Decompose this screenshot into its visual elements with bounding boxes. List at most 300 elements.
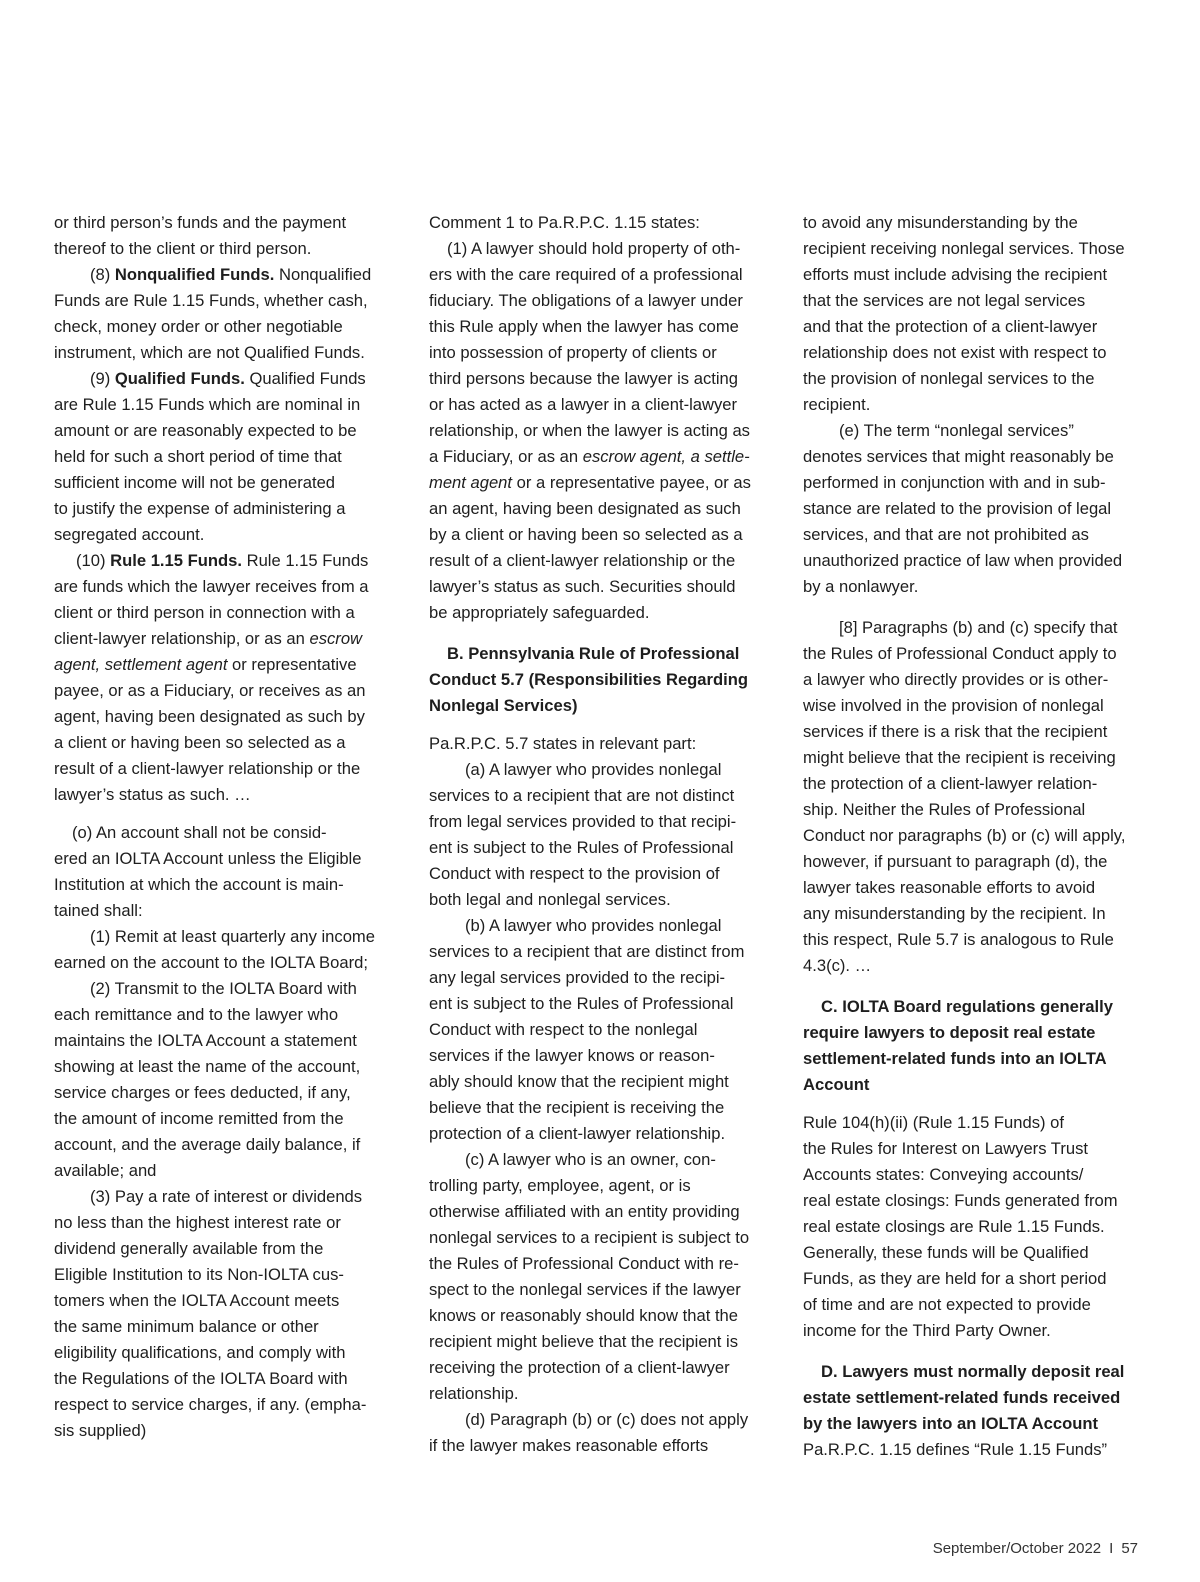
text-run: a lawyer who directly provides or is other- [803, 670, 1109, 689]
text-run: by a nonlawyer. [803, 577, 919, 596]
text-run: services, and that are not prohibited as [803, 525, 1089, 544]
text-line [429, 470, 769, 496]
text-line [803, 548, 1143, 574]
footer-separator: I [1109, 1540, 1114, 1557]
text-run: held for such a short period of time that [54, 447, 342, 466]
text-line [429, 288, 769, 314]
text-line [54, 976, 394, 1002]
text-line [803, 392, 1143, 418]
text-line [429, 210, 769, 236]
text-line [54, 730, 394, 756]
text-run: tomers when the IOLTA Account meets [54, 1291, 340, 1310]
text-line [54, 1002, 394, 1028]
text-line [803, 1318, 1143, 1344]
text-run: be appropriately safeguarded. [429, 603, 650, 622]
text-line [429, 1017, 769, 1043]
text-run: the amount of income remitted from the [54, 1109, 344, 1128]
text-run: amount or are reasonably expected to be [54, 421, 357, 440]
text-line [429, 1329, 769, 1355]
text-line [429, 236, 769, 262]
text-run: (8) [90, 265, 115, 284]
text-run: receiving the protection of a client-lawyer [429, 1358, 730, 1377]
text-run: (d) Paragraph (b) or (c) does not apply [465, 1410, 749, 1429]
text-line [54, 340, 394, 366]
text-line [54, 704, 394, 730]
text-run: unauthorized practice of law when provided [803, 551, 1123, 570]
text-line [803, 1162, 1143, 1188]
text-run: (e) The term “nonlegal services” [839, 421, 1074, 440]
text-line [54, 1392, 394, 1418]
text-line [803, 366, 1143, 392]
text-run: (a) A lawyer who provides nonlegal [465, 760, 722, 779]
text-run: no less than the highest interest rate or [54, 1213, 341, 1232]
bold-text: Nonlegal Services) [429, 696, 578, 715]
text-line [803, 1046, 1143, 1072]
text-run: tained shall: [54, 901, 143, 920]
text-line [54, 470, 394, 496]
text-line [803, 1385, 1143, 1411]
text-line [803, 994, 1143, 1020]
bold-text: estate settlement-related funds received [803, 1388, 1121, 1407]
text-line [429, 861, 769, 887]
text-run: the Rules of Professional Conduct with re- [429, 1254, 739, 1273]
text-line [429, 366, 769, 392]
text-line [429, 1173, 769, 1199]
text-line [803, 615, 1143, 641]
text-line [803, 1411, 1143, 1437]
text-run: Accounts states: Conveying accounts/ [803, 1165, 1084, 1184]
text-line [429, 418, 769, 444]
text-line [429, 1277, 769, 1303]
text-run: lawyer’s status as such. Securities should [429, 577, 736, 596]
text-line [803, 470, 1143, 496]
text-line [803, 771, 1143, 797]
text-column-left [54, 210, 394, 1444]
text-line [54, 1262, 394, 1288]
text-line [803, 288, 1143, 314]
text-run: service charges or fees deducted, if any, [54, 1083, 351, 1102]
text-run: into possession of property of clients or [429, 343, 717, 362]
text-line [803, 927, 1143, 953]
text-line [54, 288, 394, 314]
text-line [429, 1225, 769, 1251]
text-line [54, 392, 394, 418]
text-line [803, 745, 1143, 771]
text-run: however, if pursuant to paragraph (d), the [803, 852, 1108, 871]
paragraph-gap [429, 719, 769, 731]
text-line [54, 1210, 394, 1236]
text-line [54, 898, 394, 924]
text-line [54, 756, 394, 782]
text-line [803, 444, 1143, 470]
text-run: (1) Remit at least quarterly any income [90, 927, 375, 946]
text-line [54, 1236, 394, 1262]
text-line [429, 939, 769, 965]
text-run: a Fiduciary, or as an [429, 447, 583, 466]
text-run: (o) An account shall not be consid- [72, 823, 327, 842]
text-line [803, 314, 1143, 340]
text-run: earned on the account to the IOLTA Board; [54, 953, 368, 972]
text-run: services if the lawyer knows or reason- [429, 1046, 715, 1065]
text-line [54, 418, 394, 444]
text-run: ers with the care required of a professional [429, 265, 743, 284]
text-run: performed in conjunction with and in sub- [803, 473, 1106, 492]
text-line [803, 262, 1143, 288]
text-line [54, 924, 394, 950]
text-line [803, 849, 1143, 875]
text-line [803, 953, 1143, 979]
text-line [429, 1251, 769, 1277]
text-line [429, 757, 769, 783]
text-run: the protection of a client-lawyer relation- [803, 774, 1098, 793]
italic-text: agent, settlement agent [54, 655, 228, 674]
text-run: the Rules of Professional Conduct apply to [803, 644, 1117, 663]
paragraph-gap [803, 979, 1143, 994]
text-line [803, 641, 1143, 667]
text-line [429, 340, 769, 366]
text-run: relationship does not exist with respect to [803, 343, 1107, 362]
text-run: or has acted as a lawyer in a client-lawyer [429, 395, 738, 414]
text-line [803, 1188, 1143, 1214]
text-line [803, 719, 1143, 745]
text-line [429, 783, 769, 809]
text-run: account, and the average daily balance, if [54, 1135, 361, 1154]
text-run: instrument, which are not Qualified Funds. [54, 343, 365, 362]
page-footer [933, 1537, 1138, 1561]
text-run: stance are related to the provision of legal [803, 499, 1112, 518]
text-line [429, 667, 769, 693]
text-run: denotes services that might reasonably be [803, 447, 1114, 466]
text-line [803, 1437, 1143, 1463]
text-run: Eligible Institution to its Non-IOLTA cus- [54, 1265, 344, 1284]
paragraph-gap [803, 600, 1143, 615]
bold-text: B. Pennsylvania Rule of Professional [447, 644, 740, 663]
text-run: trolling party, employee, agent, or is [429, 1176, 691, 1195]
text-run: protection of a client-lawyer relationship. [429, 1124, 726, 1143]
italic-text: escrow agent, a settle- [582, 447, 750, 466]
text-line [54, 600, 394, 626]
text-run: each remittance and to the lawyer who [54, 1005, 339, 1024]
text-line [54, 1314, 394, 1340]
text-run: any legal services provided to the recipi- [429, 968, 726, 987]
text-run: or third person’s funds and the payment [54, 213, 347, 232]
text-run: the Rules for Interest on Lawyers Trust [803, 1139, 1088, 1158]
text-run: maintains the IOLTA Account a statement [54, 1031, 357, 1050]
text-run: and that the protection of a client-lawyer [803, 317, 1098, 336]
text-run: ent is subject to the Rules of Professional [429, 838, 734, 857]
text-line [429, 600, 769, 626]
text-line [803, 1359, 1143, 1385]
text-run: services to a recipient that are not distinct [429, 786, 735, 805]
text-run: the provision of nonlegal services to the [803, 369, 1095, 388]
text-run: result of a client-lawyer relationship or the [429, 551, 736, 570]
text-run: Pa.R.P.C. 5.7 states in relevant part: [429, 734, 697, 753]
bold-text: Conduct 5.7 (Responsibilities Regarding [429, 670, 749, 689]
text-run: to avoid any misunderstanding by the [803, 213, 1078, 232]
text-run: of time and are not expected to provide [803, 1295, 1091, 1314]
text-line [54, 1418, 394, 1444]
text-run: this Rule apply when the lawyer has come [429, 317, 739, 336]
text-line [803, 340, 1143, 366]
text-run: any misunderstanding by the recipient. In [803, 904, 1106, 923]
text-line [429, 574, 769, 600]
text-run: (b) A lawyer who provides nonlegal [465, 916, 722, 935]
text-run: Conduct with respect to the provision of [429, 864, 720, 883]
text-run: (c) A lawyer who is an owner, con- [465, 1150, 716, 1169]
text-run: check, money order or other negotiable [54, 317, 343, 336]
text-run: eligibility qualifications, and comply with [54, 1343, 346, 1362]
text-line [429, 1121, 769, 1147]
page-number: 57 [1121, 1540, 1138, 1557]
text-line [429, 731, 769, 757]
text-line [803, 693, 1143, 719]
text-line [803, 1072, 1143, 1098]
text-line [429, 835, 769, 861]
text-run: recipient receiving nonlegal services. Those [803, 239, 1125, 258]
text-line [54, 1106, 394, 1132]
text-run: knows or reasonably should know that the [429, 1306, 739, 1325]
text-run: the Regulations of the IOLTA Board with [54, 1369, 348, 1388]
text-run: (9) [90, 369, 115, 388]
text-line [429, 522, 769, 548]
text-run: or a representative payee, or as [512, 473, 751, 492]
text-run: to justify the expense of administering a [54, 499, 346, 518]
text-run: (3) Pay a rate of interest or dividends [90, 1187, 363, 1206]
text-line [54, 1366, 394, 1392]
text-run: lawyer takes reasonable efforts to avoid [803, 878, 1096, 897]
text-run: an agent, having been designated as such [429, 499, 741, 518]
text-run: fiduciary. The obligations of a lawyer under [429, 291, 743, 310]
text-run: services to a recipient that are distinct from [429, 942, 745, 961]
text-line [803, 1020, 1143, 1046]
text-run: sufficient income will not be generated [54, 473, 336, 492]
text-run: wise involved in the provision of nonlegal [803, 696, 1104, 715]
text-line [429, 887, 769, 913]
text-run: are funds which the lawyer receives from a [54, 577, 369, 596]
text-line [429, 392, 769, 418]
text-run: third persons because the lawyer is acting [429, 369, 738, 388]
text-run: services if there is a risk that the recipient [803, 722, 1108, 741]
text-run: spect to the nonlegal services if the lawyer [429, 1280, 741, 1299]
text-line [429, 1069, 769, 1095]
text-run: 4.3(c). … [803, 956, 872, 975]
text-line [429, 1355, 769, 1381]
bold-text: C. IOLTA Board regulations generally [821, 997, 1113, 1016]
text-run: Rule 1.15 Funds [241, 551, 369, 570]
text-run: ably should know that the recipient might [429, 1072, 729, 1091]
text-run: payee, or as a Fiduciary, or receives as an [54, 681, 366, 700]
bold-text: Nonqualified Funds. [114, 265, 275, 284]
bold-text: D. Lawyers must normally deposit real [821, 1362, 1125, 1381]
bold-text: Rule 1.15 Funds. [110, 551, 242, 570]
text-line [429, 262, 769, 288]
text-run: nonlegal services to a recipient is subject to [429, 1228, 750, 1247]
text-line [54, 1158, 394, 1184]
text-line [803, 1266, 1143, 1292]
text-run: agent, having been designated as such by [54, 707, 365, 726]
text-run: relationship, or when the lawyer is acting as [429, 421, 750, 440]
text-run: Conduct with respect to the nonlegal [429, 1020, 698, 1039]
text-line [803, 574, 1143, 600]
text-line [429, 809, 769, 835]
issue-date: September/October 2022 [932, 1540, 1102, 1557]
text-run: if the lawyer makes reasonable efforts [429, 1436, 709, 1455]
text-line [54, 548, 394, 574]
text-line [803, 418, 1143, 444]
text-line [803, 797, 1143, 823]
text-run: recipient. [803, 395, 871, 414]
paragraph-gap [429, 626, 769, 641]
text-run: real estate closings are Rule 1.15 Funds. [803, 1217, 1105, 1236]
text-run: thereof to the client or third person. [54, 239, 312, 258]
text-run: lawyer’s status as such. … [54, 785, 251, 804]
text-run: ered an IOLTA Account unless the Eligible [54, 849, 362, 868]
text-line [54, 872, 394, 898]
text-line [429, 641, 769, 667]
text-line [803, 875, 1143, 901]
text-line [429, 913, 769, 939]
text-run: Pa.R.P.C. 1.15 defines “Rule 1.15 Funds” [803, 1440, 1108, 1459]
text-line [54, 444, 394, 470]
text-run: client or third person in connection with a [54, 603, 355, 622]
text-run: ent is subject to the Rules of Professional [429, 994, 734, 1013]
text-line [54, 652, 394, 678]
text-line [803, 823, 1143, 849]
text-run: are Rule 1.15 Funds which are nominal in [54, 395, 361, 414]
paragraph-gap [803, 1344, 1143, 1359]
text-run: result of a client-lawyer relationship or the [54, 759, 361, 778]
text-line [54, 1080, 394, 1106]
text-line [429, 496, 769, 522]
text-line [429, 314, 769, 340]
text-run: Comment 1 to Pa.R.P.C. 1.15 states: [429, 213, 700, 232]
text-run: otherwise affiliated with an entity providing [429, 1202, 740, 1221]
text-run: (10) [76, 551, 111, 570]
text-line [803, 1214, 1143, 1240]
italic-text: escrow [309, 629, 363, 648]
text-run: Qualified Funds [244, 369, 366, 388]
text-run: [8] Paragraphs (b) and (c) specify that [839, 618, 1118, 637]
bold-text: Account [803, 1075, 870, 1094]
text-run: sis supplied) [54, 1421, 147, 1440]
text-line [803, 1136, 1143, 1162]
text-line [803, 236, 1143, 262]
text-line [803, 1110, 1143, 1136]
text-run: recipient might believe that the recipient is [429, 1332, 738, 1351]
text-line [54, 1054, 394, 1080]
bold-text: Qualified Funds. [114, 369, 245, 388]
text-line [429, 444, 769, 470]
text-line [803, 522, 1143, 548]
text-run: showing at least the name of the account, [54, 1057, 361, 1076]
text-run: or representative [227, 655, 357, 674]
text-run: this respect, Rule 5.7 is analogous to Rule [803, 930, 1114, 949]
text-run: believe that the recipient is receiving the [429, 1098, 725, 1117]
text-run: Conduct nor paragraphs (b) or (c) will apply, [803, 826, 1126, 845]
text-line [54, 950, 394, 976]
text-line [803, 496, 1143, 522]
text-line [54, 1132, 394, 1158]
text-line [54, 846, 394, 872]
text-line [54, 1288, 394, 1314]
text-line [54, 210, 394, 236]
text-run: income for the Third Party Owner. [803, 1321, 1051, 1340]
text-run: might believe that the recipient is receiving [803, 748, 1116, 767]
paragraph-gap [803, 1098, 1143, 1110]
text-line [54, 236, 394, 262]
text-line [429, 693, 769, 719]
text-run: relationship. [429, 1384, 519, 1403]
bold-text: require lawyers to deposit real estate [803, 1023, 1096, 1042]
text-line [54, 262, 394, 288]
text-line [54, 496, 394, 522]
text-line [54, 1184, 394, 1210]
text-run: ship. Neither the Rules of Professional [803, 800, 1086, 819]
text-run: real estate closings: Funds generated from [803, 1191, 1118, 1210]
text-line [54, 678, 394, 704]
text-line [429, 1407, 769, 1433]
text-line [54, 574, 394, 600]
text-line [54, 1028, 394, 1054]
text-line [429, 965, 769, 991]
text-run: by a client or having been so selected as a [429, 525, 743, 544]
text-line [429, 1043, 769, 1069]
bold-text: settlement-related funds into an IOLTA [803, 1049, 1107, 1068]
text-line [803, 901, 1143, 927]
text-line [54, 1340, 394, 1366]
text-line [54, 626, 394, 652]
text-line [429, 548, 769, 574]
text-line [429, 1147, 769, 1173]
text-line [54, 522, 394, 548]
text-line [429, 1381, 769, 1407]
text-run: from legal services provided to that recipi- [429, 812, 737, 831]
text-run: available; and [54, 1161, 157, 1180]
text-run: segregated account. [54, 525, 205, 544]
text-line [803, 210, 1143, 236]
text-run: Funds are Rule 1.15 Funds, whether cash, [54, 291, 368, 310]
text-run: efforts must include advising the recipient [803, 265, 1108, 284]
text-line [803, 667, 1143, 693]
text-line [429, 1433, 769, 1459]
text-line [429, 991, 769, 1017]
text-column-right [803, 210, 1143, 1463]
text-run: Generally, these funds will be Qualified [803, 1243, 1089, 1262]
text-run: Institution at which the account is main- [54, 875, 344, 894]
text-run: (1) A lawyer should hold property of oth- [447, 239, 741, 258]
text-run: that the services are not legal services [803, 291, 1086, 310]
text-run: the same minimum balance or other [54, 1317, 319, 1336]
text-run: Funds, as they are held for a short period [803, 1269, 1107, 1288]
text-run: client-lawyer relationship, or as an [54, 629, 310, 648]
text-run: dividend generally available from the [54, 1239, 324, 1258]
text-run: both legal and nonlegal services. [429, 890, 671, 909]
text-line [803, 1292, 1143, 1318]
text-run: Nonqualified [274, 265, 372, 284]
text-line [429, 1095, 769, 1121]
bold-text: by the lawyers into an IOLTA Account [803, 1414, 1099, 1433]
text-run: respect to service charges, if any. (empha- [54, 1395, 367, 1414]
italic-text: ment agent [429, 473, 513, 492]
text-line [54, 782, 394, 808]
text-line [54, 820, 394, 846]
text-run: a client or having been so selected as a [54, 733, 346, 752]
paragraph-gap [54, 808, 394, 820]
text-line [54, 366, 394, 392]
text-line [429, 1303, 769, 1329]
text-line [803, 1240, 1143, 1266]
text-run: (2) Transmit to the IOLTA Board with [90, 979, 357, 998]
